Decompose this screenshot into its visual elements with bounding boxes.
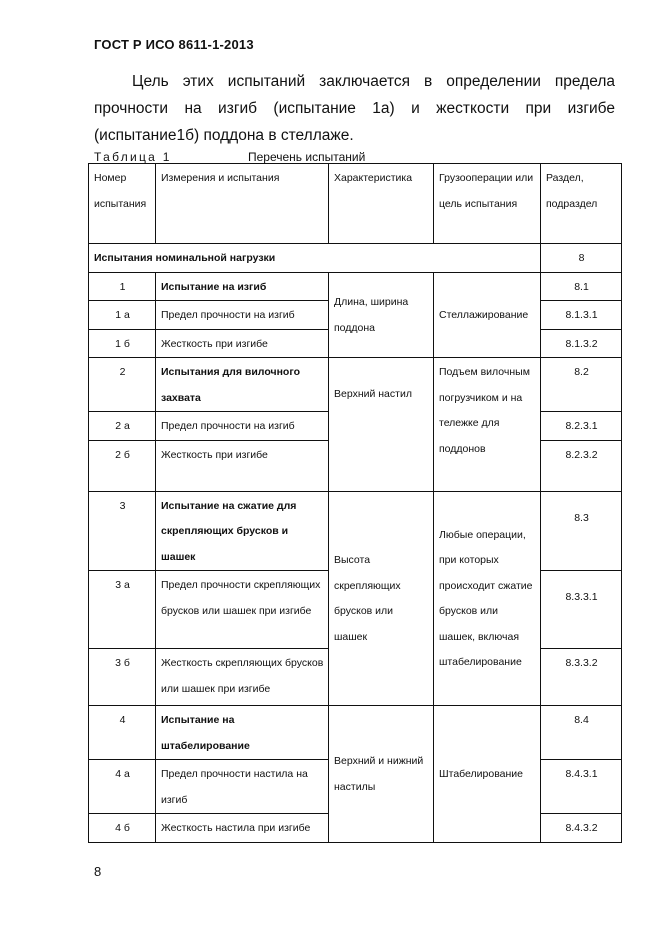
test-number: 4 [89,706,156,760]
test-section: 8.1 [541,272,622,301]
test-section: 8.4 [541,706,622,760]
test-name: Предел прочности настила на изгиб [156,760,329,814]
table-row [89,706,622,760]
test-cargo: Любые операции, при которых происходит сжатие брусков или шашек, включая штабелирование [434,491,541,706]
test-name: Жесткость при изгибе [156,329,329,358]
test-section: 8.4.3.2 [541,814,622,843]
group-label: Испытания номинальной нагрузки [89,244,541,273]
table-caption: Таблица 1 [94,150,172,164]
test-section: 8.3.3.2 [541,649,622,706]
test-section: 8.4.3.1 [541,760,622,814]
group-row [89,244,622,273]
intro-line: прочности на изгиб (испытание 1а) и жесткости при изгибе [94,100,615,117]
test-number: 1 б [89,329,156,358]
tests-table [88,163,622,843]
test-cargo: Стеллажирование [434,272,541,358]
intro-line: (испытание1б) поддона в стеллаже. [94,127,354,144]
test-number: 1 [89,272,156,301]
test-name: Жесткость при изгибе [156,440,329,491]
test-number: 4 а [89,760,156,814]
test-section: 8.2.3.2 [541,440,622,491]
test-name: Испытания для вилочного захвата [156,358,329,412]
test-section: 8.3 [541,491,622,571]
intro-paragraph [94,68,615,149]
table-header-row [89,164,622,244]
test-number: 2 б [89,440,156,491]
test-cargo: Штабелирование [434,706,541,843]
table-title: Перечень испытаний [248,150,366,164]
col-header-characteristic: Характеристика [329,164,434,244]
test-section: 8.1.3.1 [541,301,622,330]
col-header-measure: Измерения и испытания [156,164,329,244]
test-characteristic: Высота скрепляющих брусков или шашек [329,491,434,706]
table-row [89,272,622,301]
test-name: Предел прочности скрепляющих брусков или шашек при изгибе [156,571,329,649]
document-header: ГОСТ Р ИСО 8611-1-2013 [94,37,254,52]
test-name: Жесткость скрепляющих брусков или шашек при изгибе [156,649,329,706]
table-row [89,358,622,412]
test-name: Испытание на сжатие для скрепляющих брусков и шашек [156,491,329,571]
test-number: 3 б [89,649,156,706]
test-section: 8.3.3.1 [541,571,622,649]
col-header-cargo: Грузооперации или цель испытания [434,164,541,244]
group-section: 8 [541,244,622,273]
test-cargo: Подъем вилочным погрузчиком и на тележке для поддонов [434,358,541,492]
test-number: 3 а [89,571,156,649]
test-number: 3 [89,491,156,571]
col-header-number: Номер испытания [89,164,156,244]
intro-line: Цель этих испытаний заключается в определении предела [132,73,615,90]
test-number: 2 [89,358,156,412]
test-name: Предел прочности на изгиб [156,301,329,330]
test-name: Испытание на штабелирование [156,706,329,760]
test-section: 8.2 [541,358,622,412]
test-number: 2 а [89,412,156,441]
test-name: Предел прочности на изгиб [156,412,329,441]
test-number: 4 б [89,814,156,843]
page-number: 8 [94,864,102,879]
test-name: Жесткость настила при изгибе [156,814,329,843]
test-name: Испытание на изгиб [156,272,329,301]
test-number: 1 а [89,301,156,330]
test-section: 8.2.3.1 [541,412,622,441]
test-section: 8.1.3.2 [541,329,622,358]
col-header-section: Раздел, подраздел [541,164,622,244]
table-row [89,491,622,571]
test-characteristic: Верхний настил [329,358,434,492]
test-characteristic: Верхний и нижний настилы [329,706,434,843]
test-characteristic: Длина, ширина поддона [329,272,434,358]
